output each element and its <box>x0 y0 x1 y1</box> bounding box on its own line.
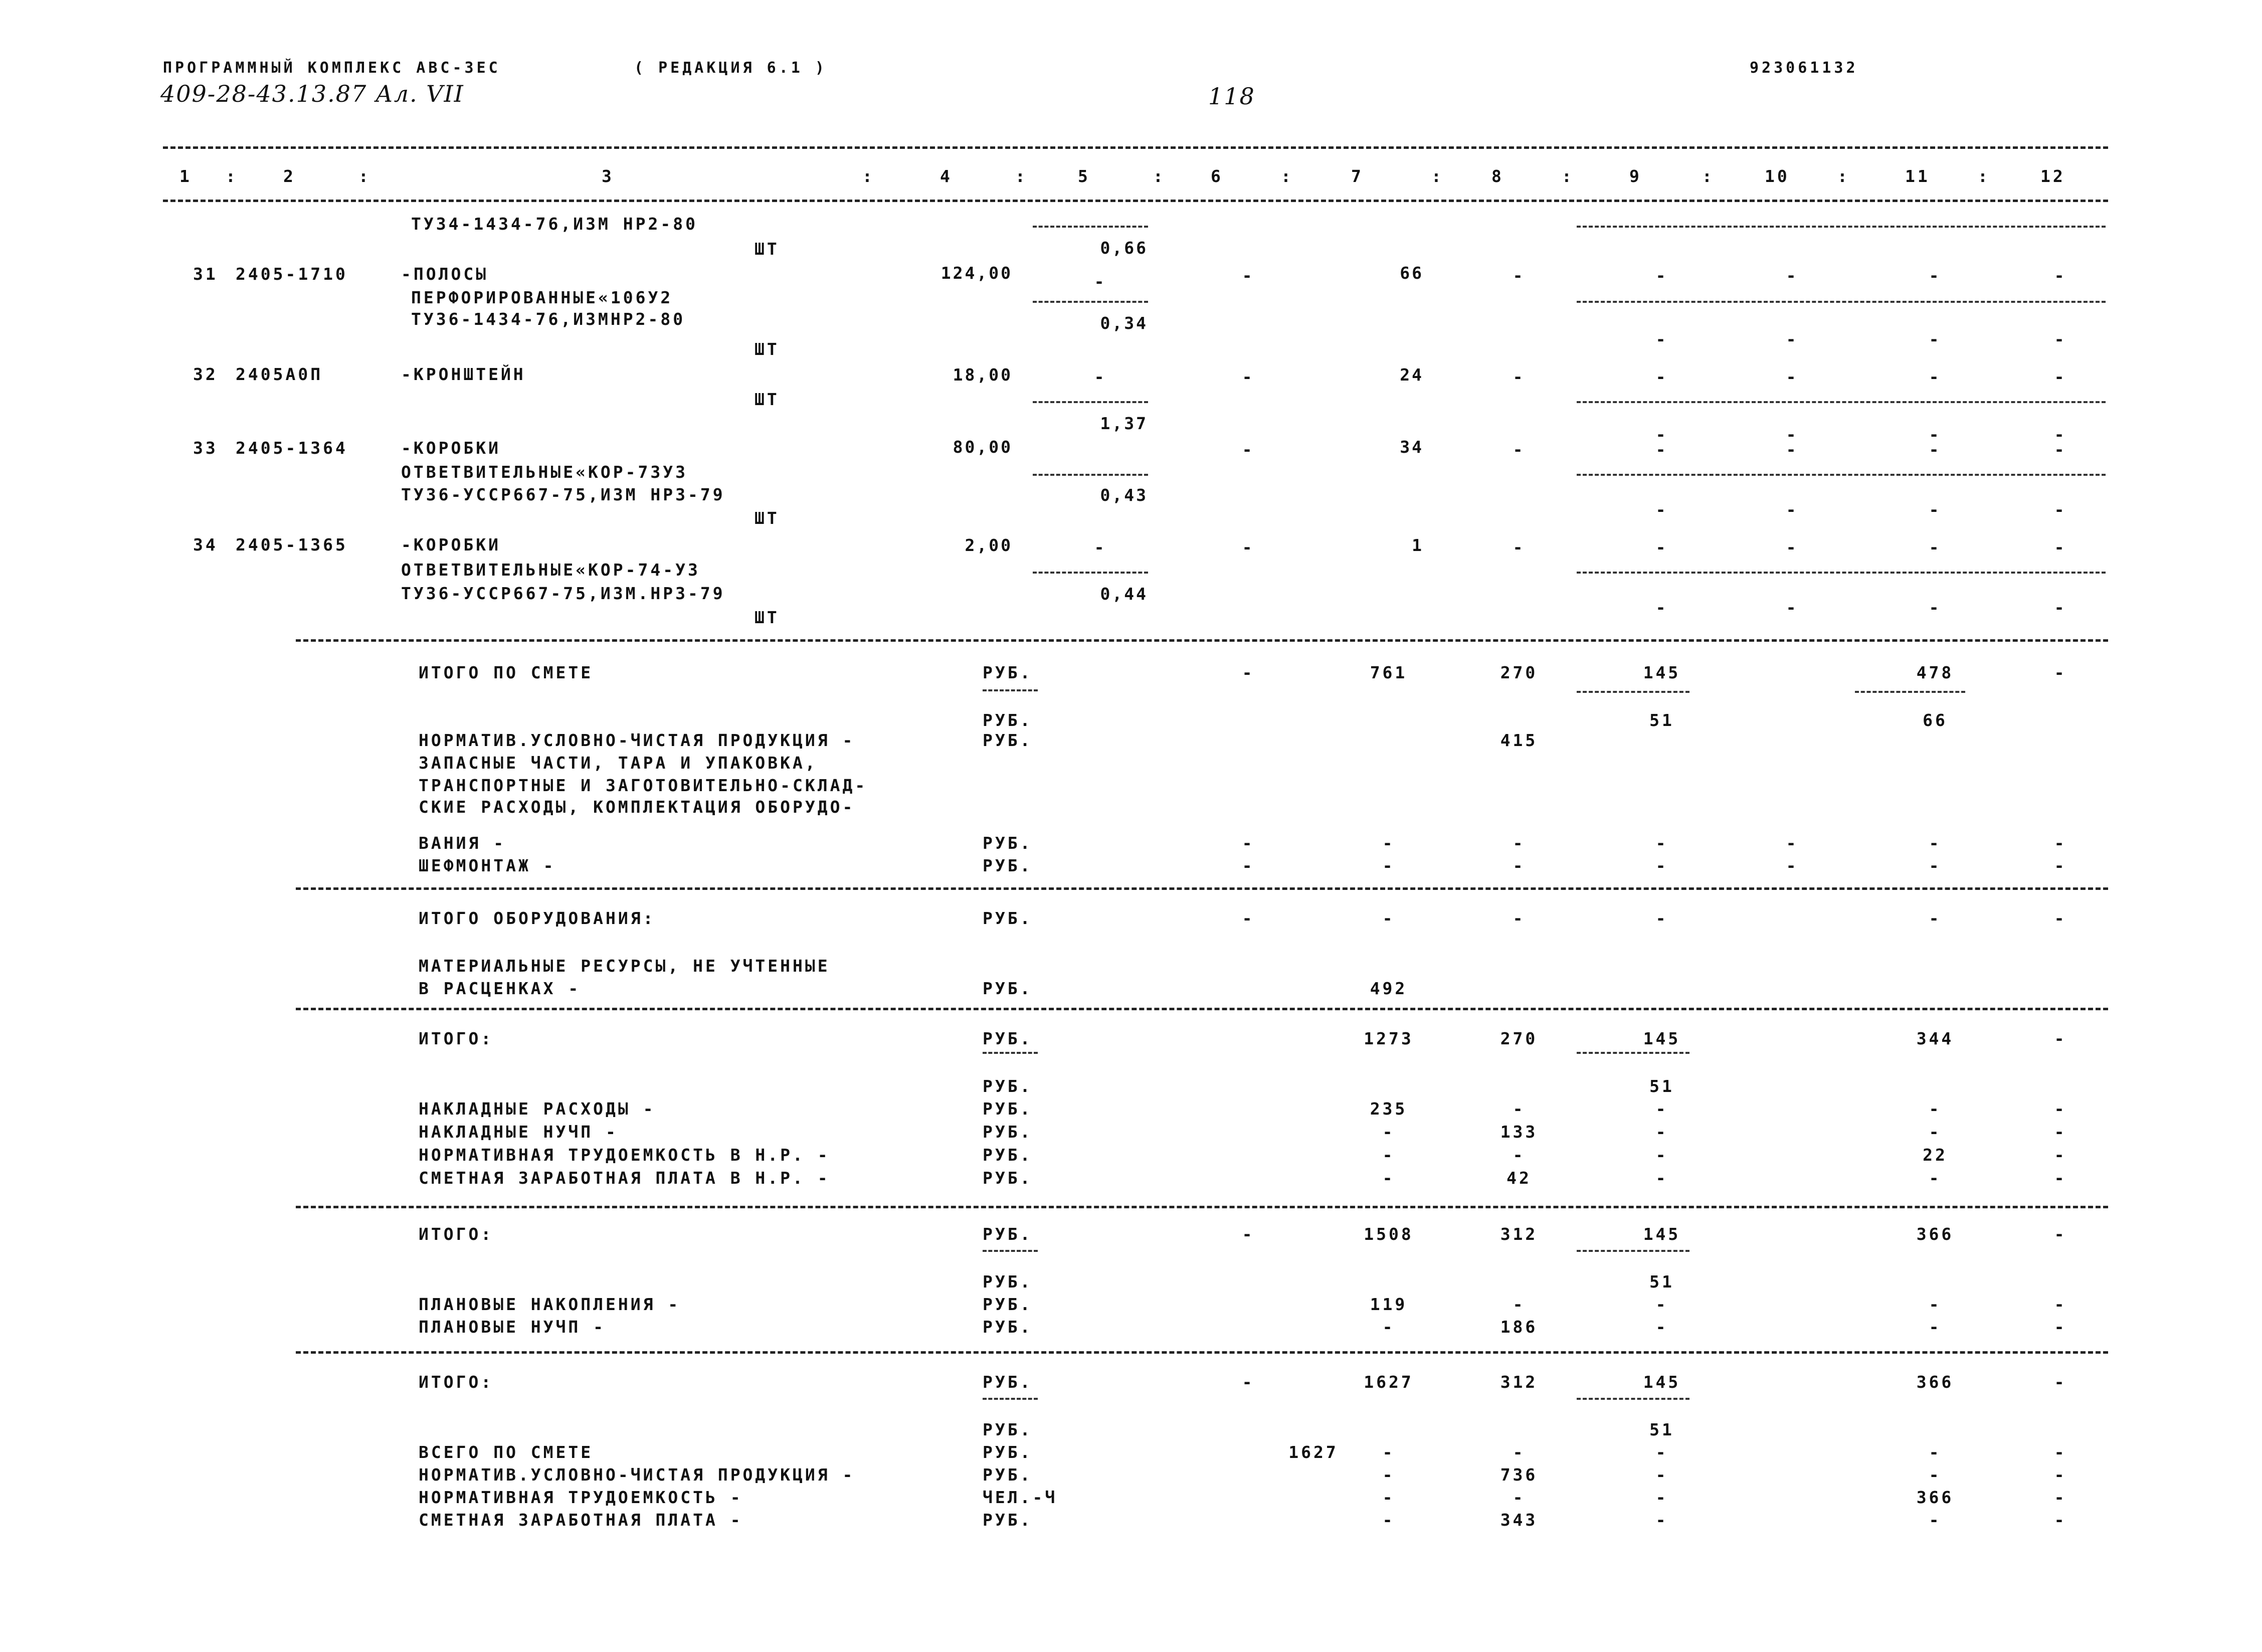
empty-cell-dash: - <box>1929 500 1942 519</box>
empty-cell-dash: - <box>1655 1488 1668 1507</box>
col-header: 9 <box>1629 166 1642 186</box>
header-rule <box>163 200 2108 202</box>
summary-label: ВСЕГО ПО СМЕТЕ <box>419 1442 594 1462</box>
empty-cell-dash: - <box>1929 856 1942 875</box>
item-quantity: 124,00 <box>940 263 1013 283</box>
section-rule <box>296 1351 2108 1354</box>
subtotal-underline <box>1577 691 1689 693</box>
col-header: 12 <box>2040 166 2065 186</box>
summary-label: ИТОГО: <box>419 1224 494 1244</box>
empty-cell-dash: - <box>1655 1442 1668 1462</box>
summary-value: 343 <box>1500 1510 1538 1530</box>
summary-unit: РУБ. <box>983 908 1033 928</box>
item-spec: ТУ36-УССР667-75,ИЗМ НР3-79 <box>401 485 725 504</box>
empty-cell-dash: - <box>1655 1510 1668 1530</box>
item-unit: ШТ <box>755 239 780 259</box>
empty-cell-dash: - <box>2054 1099 2067 1119</box>
summary-unit: РУБ. <box>983 730 1033 750</box>
summary-value: 270 <box>1500 663 1538 682</box>
col-header: 8 <box>1491 166 1504 186</box>
summary-label: ИТОГО ПО СМЕТЕ <box>419 663 594 682</box>
empty-cell-dash: - <box>1513 856 1526 875</box>
empty-cell-dash: - <box>1513 1295 1526 1314</box>
empty-cell-dash: - <box>1655 440 1668 459</box>
item-name: -КОРОБКИ <box>401 438 501 458</box>
item-price: 0,66 <box>1100 238 1148 258</box>
empty-cell-dash: - <box>1655 598 1668 617</box>
empty-cell-dash: - <box>2054 367 2067 387</box>
empty-cell-dash: - <box>1655 425 1668 444</box>
empty-cell-dash: - <box>1786 833 1799 853</box>
item-price: 0,43 <box>1100 485 1148 505</box>
item-spec: ТУ36-1434-76,ИЗМНР2-80 <box>411 309 686 329</box>
item-code: 2405-1365 <box>236 535 348 555</box>
empty-cell-dash: - <box>1513 908 1526 928</box>
summary-label: ПЛАНОВЫЕ НУЧП - <box>419 1317 606 1337</box>
empty-cell-dash: - <box>1094 272 1107 291</box>
col-header: 1 <box>179 166 192 186</box>
summary-label: НАКЛАДНЫЕ НУЧП - <box>419 1122 618 1142</box>
subtotal-underline <box>983 1250 1038 1252</box>
empty-cell-dash: - <box>2054 329 2067 349</box>
summary-label: В РАСЦЕНКАХ - <box>419 979 581 998</box>
empty-cell-dash: - <box>1929 425 1942 444</box>
empty-cell-dash: - <box>1786 440 1799 459</box>
summary-unit: РУБ. <box>983 1442 1033 1462</box>
empty-cell-dash: - <box>1382 1442 1395 1462</box>
empty-cell-dash: - <box>1929 440 1942 459</box>
summary-value: 1627 <box>1288 1442 1339 1462</box>
document-number: 923061132 <box>1750 59 1858 77</box>
handwritten-code: 409-28-43.13.87 Ал. VII <box>160 80 464 107</box>
empty-cell-dash: - <box>1655 1295 1668 1314</box>
col-header: 4 <box>940 166 953 186</box>
summary-unit: РУБ. <box>983 833 1033 853</box>
empty-cell-dash: - <box>1382 856 1395 875</box>
summary-value: 312 <box>1500 1372 1538 1392</box>
item-quantity: 80,00 <box>953 437 1013 457</box>
empty-cell-dash: - <box>1242 833 1255 853</box>
summary-value: 22 <box>1923 1145 1948 1165</box>
col-separator: : <box>1562 166 1574 186</box>
subtotal-underline <box>1577 1398 1689 1400</box>
summary-unit: РУБ. <box>983 1224 1033 1244</box>
col-header: 3 <box>602 166 614 186</box>
item-name: -КРОНШТЕЙН <box>401 364 526 384</box>
item-quantity: 18,00 <box>953 365 1013 385</box>
summary-value: 344 <box>1916 1029 1954 1048</box>
subtotal-underline <box>1855 691 1965 693</box>
col-separator: : <box>1837 166 1850 186</box>
empty-cell-dash: - <box>1513 440 1526 459</box>
summary-label: НОРМАТИВ.УСЛОВНО-ЧИСТАЯ ПРОДУКЦИЯ - <box>419 1465 855 1485</box>
summary-unit: РУБ. <box>983 710 1033 730</box>
summary-value: 415 <box>1500 730 1538 750</box>
empty-cell-dash: - <box>1513 1145 1526 1165</box>
summary-label: СКИЕ РАСХОДЫ, КОМПЛЕКТАЦИЯ ОБОРУДО- <box>419 797 855 817</box>
col-separator: : <box>226 166 238 186</box>
item-spec: ТУ34-1434-76,ИЗМ НР2-80 <box>411 214 698 234</box>
empty-cell-dash: - <box>1655 367 1668 387</box>
item-total: 24 <box>1400 365 1424 385</box>
empty-cell-dash: - <box>1786 425 1799 444</box>
summary-label: ИТОГО: <box>419 1029 494 1048</box>
empty-cell-dash: - <box>1513 266 1526 285</box>
empty-cell-dash: - <box>2054 598 2067 617</box>
summary-value: 51 <box>1649 710 1674 730</box>
empty-cell-dash: - <box>1929 1122 1942 1142</box>
summary-unit: РУБ. <box>983 1168 1033 1188</box>
empty-cell-dash: - <box>1655 856 1668 875</box>
empty-cell-dash: - <box>1094 367 1107 387</box>
empty-cell-dash: - <box>1655 537 1668 557</box>
summary-unit: РУБ. <box>983 1122 1033 1142</box>
empty-cell-dash: - <box>1929 833 1942 853</box>
summary-label: НОРМАТИВНАЯ ТРУДОЕМКОСТЬ - <box>419 1488 743 1507</box>
summary-value: 270 <box>1500 1029 1538 1048</box>
top-rule <box>163 146 2108 149</box>
empty-cell-dash: - <box>1382 1510 1395 1530</box>
item-number: 34 <box>193 535 218 555</box>
empty-cell-dash: - <box>1929 1465 1942 1485</box>
empty-cell-dash: - <box>2054 266 2067 285</box>
section-rule <box>296 1206 2108 1208</box>
item-spec: ПЕРФОРИРОВАННЫЕ«106У2 <box>411 288 673 307</box>
summary-label: ВАНИЯ - <box>419 833 506 853</box>
col-header: 2 <box>283 166 296 186</box>
empty-cell-dash: - <box>1929 1442 1942 1462</box>
summary-value: 66 <box>1923 710 1948 730</box>
summary-unit: РУБ. <box>983 663 1033 682</box>
empty-cell-dash: - <box>2054 1317 2067 1337</box>
col-separator: : <box>1978 166 1990 186</box>
empty-cell-dash: - <box>2054 1029 2067 1048</box>
item-price: 0,44 <box>1100 584 1148 604</box>
empty-cell-dash: - <box>1786 500 1799 519</box>
summary-unit: РУБ. <box>983 1317 1033 1337</box>
empty-cell-dash: - <box>1382 1488 1395 1507</box>
summary-value: 366 <box>1916 1488 1954 1507</box>
col-separator: : <box>1015 166 1028 186</box>
col-separator: : <box>1153 166 1166 186</box>
empty-cell-dash: - <box>1929 266 1942 285</box>
summary-value: 736 <box>1500 1465 1538 1485</box>
item-spec: ОТВЕТВИТЕЛЬНЫЕ«КОР-73У3 <box>401 462 688 482</box>
empty-cell-dash: - <box>2054 1372 2067 1392</box>
summary-value: 366 <box>1916 1224 1954 1244</box>
summary-unit: РУБ. <box>983 1372 1033 1392</box>
page-number: 118 <box>1208 83 1255 110</box>
empty-cell-dash: - <box>1929 1099 1942 1119</box>
summary-unit: РУБ. <box>983 1510 1033 1530</box>
empty-cell-dash: - <box>1242 856 1255 875</box>
summary-unit: РУБ. <box>983 1465 1033 1485</box>
empty-cell-dash: - <box>1513 367 1526 387</box>
item-unit: ШТ <box>755 508 780 528</box>
empty-cell-dash: - <box>1513 1488 1526 1507</box>
col-header: 10 <box>1765 166 1790 186</box>
col-separator: : <box>1431 166 1444 186</box>
summary-unit: РУБ. <box>983 1099 1033 1119</box>
summary-value: 478 <box>1916 663 1954 682</box>
summary-value: 761 <box>1370 663 1408 682</box>
empty-cell-dash: - <box>1655 329 1668 349</box>
empty-cell-dash: - <box>1786 856 1799 875</box>
summary-value: 1627 <box>1364 1372 1414 1392</box>
empty-cell-dash: - <box>1513 1099 1526 1119</box>
item-number: 32 <box>193 364 218 384</box>
empty-cell-dash: - <box>1786 598 1799 617</box>
subtotal-underline <box>983 1398 1038 1400</box>
summary-label: ШЕФМОНТАЖ - <box>419 856 556 875</box>
empty-cell-dash: - <box>2054 537 2067 557</box>
col-header: 6 <box>1211 166 1223 186</box>
summary-label: МАТЕРИАЛЬНЫЕ РЕСУРСЫ, НЕ УЧТЕННЫЕ <box>419 956 830 976</box>
item-quantity: 2,00 <box>965 535 1013 555</box>
empty-cell-dash: - <box>1655 1145 1668 1165</box>
empty-cell-dash: - <box>1655 833 1668 853</box>
empty-cell-dash: - <box>1382 1122 1395 1142</box>
empty-cell-dash: - <box>2054 1465 2067 1485</box>
summary-label: ТРАНСПОРТНЫЕ И ЗАГОТОВИТЕЛЬНО-СКЛАД- <box>419 776 868 795</box>
summary-value: 235 <box>1370 1099 1408 1119</box>
summary-label: ИТОГО ОБОРУДОВАНИЯ: <box>419 908 656 928</box>
empty-cell-dash: - <box>1094 537 1107 557</box>
empty-cell-dash: - <box>1929 537 1942 557</box>
summary-value: 42 <box>1506 1168 1532 1188</box>
subtotal-underline <box>1577 1250 1689 1252</box>
empty-cell-dash: - <box>1655 1122 1668 1142</box>
summary-unit: РУБ. <box>983 1295 1033 1314</box>
section-rule <box>296 1008 2108 1010</box>
empty-cell-dash: - <box>1786 367 1799 387</box>
item-name: -КОРОБКИ <box>401 535 501 555</box>
item-spec: ОТВЕТВИТЕЛЬНЫЕ«КОР-74-У3 <box>401 560 700 580</box>
summary-value: 133 <box>1500 1122 1538 1142</box>
summary-label: СМЕТНАЯ ЗАРАБОТНАЯ ПЛАТА В Н.Р. - <box>419 1168 830 1188</box>
empty-cell-dash: - <box>2054 908 2067 928</box>
empty-cell-dash: - <box>1929 598 1942 617</box>
empty-cell-dash: - <box>1382 908 1395 928</box>
item-total: 1 <box>1412 535 1424 555</box>
col-separator: : <box>1281 166 1293 186</box>
summary-label: НАКЛАДНЫЕ РАСХОДЫ - <box>419 1099 656 1119</box>
item-unit: ШТ <box>755 608 780 627</box>
empty-cell-dash: - <box>2054 833 2067 853</box>
summary-label: НОРМАТИВНАЯ ТРУДОЕМКОСТЬ В Н.Р. - <box>419 1145 830 1165</box>
empty-cell-dash: - <box>1655 1099 1668 1119</box>
section-rule <box>296 887 2108 890</box>
empty-cell-dash: - <box>1242 663 1255 682</box>
empty-cell-dash: - <box>1513 1442 1526 1462</box>
empty-cell-dash: - <box>1655 1317 1668 1337</box>
item-number: 33 <box>193 438 218 458</box>
summary-value: 145 <box>1643 1029 1681 1048</box>
empty-cell-dash: - <box>1242 367 1255 387</box>
item-price: 0,34 <box>1100 313 1148 333</box>
empty-cell-dash: - <box>1929 1295 1942 1314</box>
item-code: 2405-1710 <box>236 264 348 284</box>
summary-label: ПЛАНОВЫЕ НАКОПЛЕНИЯ - <box>419 1295 681 1314</box>
item-total: 34 <box>1400 437 1424 457</box>
empty-cell-dash: - <box>1382 1465 1395 1485</box>
summary-label: СМЕТНАЯ ЗАРАБОТНАЯ ПЛАТА - <box>419 1510 743 1530</box>
item-unit: ШТ <box>755 339 780 359</box>
empty-cell-dash: - <box>2054 856 2067 875</box>
summary-unit: РУБ. <box>983 1145 1033 1165</box>
empty-cell-dash: - <box>1929 1168 1942 1188</box>
empty-cell-dash: - <box>1242 266 1255 285</box>
empty-cell-dash: - <box>1655 500 1668 519</box>
empty-cell-dash: - <box>1513 833 1526 853</box>
summary-value: 51 <box>1649 1420 1674 1439</box>
empty-cell-dash: - <box>2054 1122 2067 1142</box>
summary-unit: РУБ. <box>983 1029 1033 1048</box>
item-spec: ТУ36-УССР667-75,ИЗМ.НР3-79 <box>401 584 725 603</box>
empty-cell-dash: - <box>1382 833 1395 853</box>
summary-value: 312 <box>1500 1224 1538 1244</box>
summary-unit: РУБ. <box>983 1420 1033 1439</box>
subtotal-underline <box>1577 1052 1689 1054</box>
col-separator: : <box>1702 166 1715 186</box>
empty-cell-dash: - <box>1382 1317 1395 1337</box>
summary-value: 145 <box>1643 1372 1681 1392</box>
col-header: 5 <box>1078 166 1090 186</box>
summary-value: 51 <box>1649 1272 1674 1292</box>
summary-label: ЗАПАСНЫЕ ЧАСТИ, ТАРА И УПАКОВКА, <box>419 753 818 773</box>
item-name: -ПОЛОСЫ <box>401 264 489 284</box>
empty-cell-dash: - <box>2054 663 2067 682</box>
empty-cell-dash: - <box>1242 537 1255 557</box>
summary-value: 186 <box>1500 1317 1538 1337</box>
empty-cell-dash: - <box>1786 537 1799 557</box>
empty-cell-dash: - <box>1929 367 1942 387</box>
item-code: 2405-1364 <box>236 438 348 458</box>
edition-label: ( РЕДАКЦИЯ 6.1 ) <box>634 59 827 77</box>
item-unit: ШТ <box>755 390 780 409</box>
col-separator: : <box>358 166 371 186</box>
item-code: 2405А0П <box>236 364 323 384</box>
summary-value: 1273 <box>1364 1029 1414 1048</box>
subtotal-underline <box>983 689 1038 691</box>
empty-cell-dash: - <box>2054 440 2067 459</box>
empty-cell-dash: - <box>1655 908 1668 928</box>
empty-cell-dash: - <box>1786 329 1799 349</box>
summary-label: ИТОГО: <box>419 1372 494 1392</box>
summary-unit: РУБ. <box>983 856 1033 875</box>
empty-cell-dash: - <box>1242 440 1255 459</box>
summary-value: 145 <box>1643 663 1681 682</box>
summary-value: 119 <box>1370 1295 1408 1314</box>
empty-cell-dash: - <box>1382 1168 1395 1188</box>
col-header: 7 <box>1351 166 1364 186</box>
empty-cell-dash: - <box>1929 329 1942 349</box>
empty-cell-dash: - <box>1655 1168 1668 1188</box>
empty-cell-dash: - <box>1242 908 1255 928</box>
empty-cell-dash: - <box>2054 1442 2067 1462</box>
empty-cell-dash: - <box>2054 1488 2067 1507</box>
empty-cell-dash: - <box>2054 1510 2067 1530</box>
summary-value: 1508 <box>1364 1224 1414 1244</box>
item-price: 1,37 <box>1100 414 1148 433</box>
empty-cell-dash: - <box>1655 266 1668 285</box>
empty-cell-dash: - <box>2054 500 2067 519</box>
empty-cell-dash: - <box>2054 1145 2067 1165</box>
empty-cell-dash: - <box>1786 266 1799 285</box>
summary-unit: РУБ. <box>983 1076 1033 1096</box>
summary-value: 492 <box>1370 979 1408 998</box>
empty-cell-dash: - <box>1929 1510 1942 1530</box>
program-title: ПРОГРАММНЫЙ КОМПЛЕКС АВС-3ЕС <box>163 59 501 77</box>
empty-cell-dash: - <box>1382 1145 1395 1165</box>
summary-unit: РУБ. <box>983 1272 1033 1292</box>
section-rule <box>296 639 2108 642</box>
subtotal-underline <box>983 1052 1038 1054</box>
summary-value: 145 <box>1643 1224 1681 1244</box>
item-total: 66 <box>1400 263 1424 283</box>
summary-unit: ЧЕЛ.-Ч <box>983 1488 1058 1507</box>
empty-cell-dash: - <box>1929 908 1942 928</box>
col-separator: : <box>862 166 875 186</box>
col-header: 11 <box>1905 166 1930 186</box>
empty-cell-dash: - <box>1655 1465 1668 1485</box>
item-number: 31 <box>193 264 218 284</box>
empty-cell-dash: - <box>2054 1295 2067 1314</box>
empty-cell-dash: - <box>2054 1224 2067 1244</box>
empty-cell-dash: - <box>1242 1224 1255 1244</box>
empty-cell-dash: - <box>2054 1168 2067 1188</box>
summary-label: НОРМАТИВ.УСЛОВНО-ЧИСТАЯ ПРОДУКЦИЯ - <box>419 730 855 750</box>
empty-cell-dash: - <box>1242 1372 1255 1392</box>
empty-cell-dash: - <box>2054 425 2067 444</box>
summary-value: 51 <box>1649 1076 1674 1096</box>
empty-cell-dash: - <box>1513 537 1526 557</box>
summary-unit: РУБ. <box>983 979 1033 998</box>
summary-value: 366 <box>1916 1372 1954 1392</box>
empty-cell-dash: - <box>1929 1317 1942 1337</box>
